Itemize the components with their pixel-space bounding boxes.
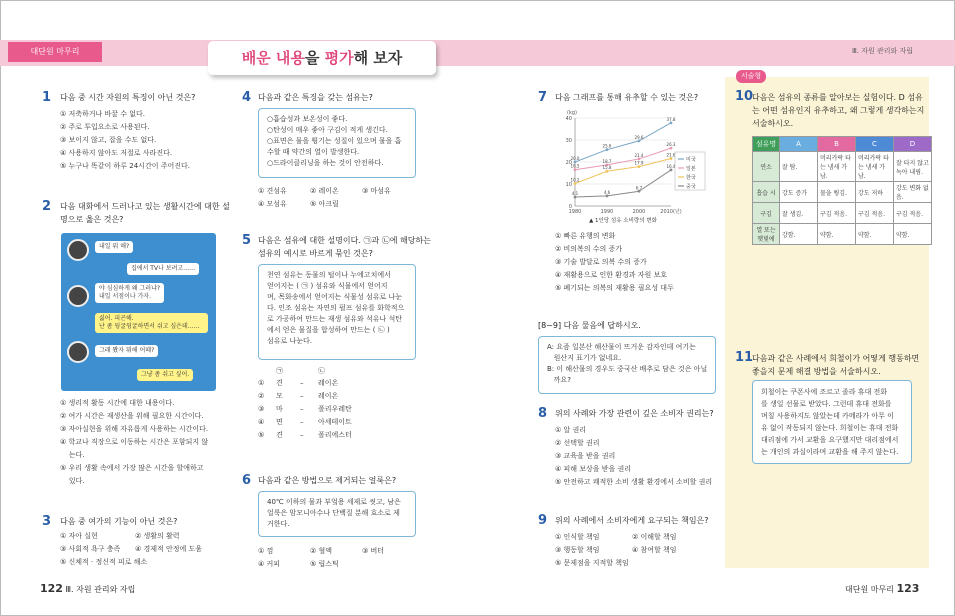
data-label: 17.9 [634, 160, 644, 166]
line-chart [553, 106, 708, 226]
q5-dash: – [300, 405, 304, 413]
q6-option: ⑤ 립스틱 [310, 560, 339, 568]
q3-text: 다음 중 여가의 기능이 아닌 것은? [60, 517, 178, 526]
section-label: Ⅲ. 자원 관리와 자립 [851, 47, 913, 55]
footer-right-text: 대단원 마무리 [845, 585, 894, 594]
data-label: 4.6 [603, 189, 611, 195]
q1-number: 1 [42, 90, 52, 105]
title-part-4: 해 보자 [353, 49, 403, 67]
footer-left [40, 582, 135, 595]
q7-option: ③ 기술 발달로 의복 수의 증가 [555, 258, 647, 266]
data-label: 10.2 [570, 177, 580, 183]
q3-option: ③ 사회적 욕구 충족 [60, 545, 121, 553]
q8-option: ⑤ 안전하고 쾌적한 소비 생활 환경에서 소비할 권리 [555, 478, 713, 486]
table-header: A [780, 137, 818, 152]
table-cell: 연소 [753, 152, 780, 182]
q9-option: ③ 행동할 책임 [555, 546, 600, 554]
q5-option-number: ④ [258, 418, 265, 426]
chat-line: 내일 서점이나 가자. [99, 293, 152, 300]
table-cell: 강함. [780, 224, 818, 245]
q4-box-line: ○드라이클리닝을 하는 것이 안전하다. [267, 159, 384, 167]
table-cell: 강도 변화 없음. [894, 182, 932, 203]
q5-box-line: 로 가공하여 만드는 재생 섬유와 석유나 석탄 [267, 315, 403, 323]
q8-option: ④ 피해 보상을 받을 권리 [555, 465, 632, 473]
q5-box-line: 다. 인조 섬유는 자연의 펄프 섬유를 화학적으 [267, 304, 405, 312]
q4-option: ① 견섬유 [258, 187, 287, 195]
page-number-left: 122 [40, 582, 63, 595]
q89-box-line: 원산지 표기가 없네요. [547, 354, 622, 362]
q5-box-line: 천연 섬유는 동물의 털이나 누에고치에서 [267, 271, 391, 279]
y-tick-label: 0 [568, 204, 572, 210]
q6-number: 6 [242, 473, 252, 488]
q2-text-1: 다음 대화에서 드러나고 있는 생활시간에 대한 설 [60, 202, 230, 211]
data-label: 16.5 [570, 163, 580, 169]
q6-option: ③ 버터 [362, 547, 385, 555]
q6-box-line: 거한다. [267, 520, 290, 528]
table-cell: 잘 타지 않고 녹아 내림. [894, 152, 932, 182]
q3-number: 3 [42, 514, 52, 529]
q11-number: 11 [735, 350, 754, 365]
q6-option: ② 혈액 [310, 547, 333, 555]
chat-image [61, 233, 216, 391]
data-point [606, 170, 609, 173]
series-line-일본 [575, 148, 671, 170]
group-8-9-label: [8~9] 다음 물음에 답하시오. [538, 321, 641, 330]
data-label: 6.7 [635, 185, 643, 191]
q9-option: ⑤ 문제점을 지적할 책임 [555, 559, 629, 567]
q5-option-b: 레이온 [318, 379, 339, 387]
data-label: 25.6 [602, 143, 612, 149]
legend-label: 한국 [686, 175, 696, 181]
data-point [638, 165, 641, 168]
data-label: 20.0 [570, 156, 580, 161]
table-cell: 잘 탐. [780, 152, 818, 182]
q5-dash: – [300, 392, 304, 400]
q5-box-line: 며, 목화송에서 얻어지는 식물성 섬유로 나눈 [267, 293, 403, 301]
q11-box-line: 며칠 사용하지도 않았는데 카메라가 아무 이 [761, 412, 894, 420]
q5-option-number: ③ [258, 405, 265, 413]
q3-option: ① 자아 실현 [60, 532, 98, 540]
q1-option: ③ 보이지 않고, 잡을 수도 없다. [60, 136, 157, 144]
q11-box [752, 380, 912, 464]
q7-text: 다음 그래프를 통해 유추할 수 있는 것은? [555, 93, 699, 102]
title-part-1: 배운 내용 [241, 49, 305, 67]
data-label: 21.6 [666, 152, 676, 158]
q4-option: ② 레이온 [310, 187, 339, 195]
table-cell: 약함. [856, 224, 894, 245]
footer-left-text: Ⅲ. 자원 관리와 자립 [65, 585, 136, 594]
chat-bubble [95, 283, 164, 303]
q11-box-line: 는 개인의 과실이라며 교환을 해 주지 않는다. [761, 448, 899, 456]
legend-label: 미국 [686, 157, 696, 163]
q5-dash: – [300, 431, 304, 439]
table-cell: 흡습 시 [753, 182, 780, 203]
q9-number: 9 [538, 513, 548, 528]
q6-option: ④ 커피 [258, 560, 281, 568]
x-tick-label: 1980 [568, 209, 582, 215]
q5-text-2: 섬유의 예시로 바르게 묶인 것은? [258, 249, 373, 258]
q8-9-box [538, 336, 716, 394]
table-cell: 열 또는 햇빛에 [753, 224, 780, 245]
q4-text: 다음과 같은 특징을 갖는 섬유는? [258, 93, 373, 102]
chart-title: ▲ 1인당 섬유 소비량의 변화 [589, 218, 657, 224]
q1-text: 다음 중 시간 자원의 특징이 아닌 것은? [60, 93, 196, 102]
avatar [67, 239, 89, 261]
q5-option-a: 모 [276, 392, 283, 400]
chat-bubble: 그냥 좀 쉬고 싶어. [137, 369, 193, 381]
data-label: 16.4 [666, 163, 676, 169]
q4-number: 4 [242, 90, 252, 105]
q10-text [752, 91, 924, 130]
y-tick-label: 30 [565, 138, 572, 144]
q89-box-line: B: 이 해산물의 경우도 중국산 배추로 담은 것은 아닐 [547, 365, 708, 373]
y-tick-label: 10 [565, 182, 572, 188]
q5-option-b: 폴리에스터 [318, 431, 352, 439]
essay-badge: 서술형 [736, 70, 766, 83]
q2-option: ⑤ 우리 생활 속에서 가장 많은 시간을 할애하고 [60, 464, 204, 472]
q2-option: 는다. [60, 451, 85, 459]
q5-box-line: 에서 얻은 물질을 합성하여 만드는 ( ㉡ ) [267, 326, 390, 334]
q11-box-line: 유 없이 작동되지 않는다. 희철이는 휴대 전화 [761, 424, 899, 432]
table-header: C [856, 137, 894, 152]
data-label: 37.8 [666, 116, 676, 122]
q5-option-a: 마 [276, 405, 283, 413]
q4-option: ③ 마섬유 [362, 187, 391, 195]
q5-dash: – [300, 379, 304, 387]
q2-option: 있다. [60, 477, 85, 485]
q2-option: ① 생리적 활동 시간에 대한 내용이다. [60, 399, 175, 407]
q11-box-line: 를 생일 선물로 받았다. 그런데 휴대 전화를 [761, 400, 892, 408]
table-header: 섬유명 [753, 137, 780, 152]
q6-box [258, 491, 416, 537]
q89-box-line: A: 요즘 일본산 해산물이 뜨거운 감자인데 여기는 [547, 343, 696, 351]
q5-option-b: 폴리우레탄 [318, 405, 352, 413]
q3-option: ⑤ 신체적 · 정신적 피로 해소 [60, 558, 148, 566]
table-cell: 구김 적음. [856, 203, 894, 224]
q9-option: ④ 참여할 책임 [632, 546, 677, 554]
q7-number: 7 [538, 90, 548, 105]
q5-dash: – [300, 418, 304, 426]
q11-box-line: 희철이는 쿠폰사에 조르고 졸라 휴대 전화 [761, 388, 888, 396]
q5-option-number: ⑤ [258, 431, 265, 439]
avatar [67, 285, 89, 307]
q5-option-a: 면 [276, 418, 283, 426]
table-header: B [818, 137, 856, 152]
x-tick-label: 2000 [632, 209, 646, 215]
header-band [0, 40, 955, 66]
y-tick-label: 20 [565, 160, 572, 166]
q1-option: ② 주로 투입요소로 사용된다. [60, 123, 150, 131]
table-cell: 구김 [753, 203, 780, 224]
q5-box-line: 얻어지는 ( ㉠ ) 섬유와 식물에서 얻어지 [267, 282, 388, 290]
q8-text: 위의 사례와 가장 관련이 깊은 소비자 권리는? [555, 409, 714, 418]
q9-option: ① 인식할 책임 [555, 533, 600, 541]
q8-option: ① 알 권리 [555, 426, 587, 434]
q9-option: ② 이해할 책임 [632, 533, 677, 541]
q7-option: ④ 재활용으로 인한 환경과 자원 보호 [555, 271, 668, 279]
chat-bubble: 내일 뭐 해? [95, 241, 133, 253]
table-cell: 머리카락 타는 냄새 가 남. [856, 152, 894, 182]
table-row [753, 152, 932, 182]
table-cell: 물을 튕김. [818, 182, 856, 203]
title-part-2: 을 [304, 49, 325, 67]
data-point [670, 121, 673, 124]
q8-option: ③ 교육을 받을 권리 [555, 452, 616, 460]
table-row [753, 182, 932, 203]
q5-col-b: ㉡ [318, 367, 325, 375]
y-tick-label: 40 [565, 116, 572, 122]
table-cell: 구김 적음. [818, 203, 856, 224]
y-axis-label: (kg) [567, 110, 577, 116]
chat-line: 야 심심하게 왜 그러냐? [99, 285, 161, 292]
table-row [753, 203, 932, 224]
q6-box-line: 얼룩은 암모니아수나 단백질 분해 효소로 제 [267, 509, 400, 517]
q2-text-2: 명으로 옳은 것은? [60, 215, 124, 224]
q4-option: ④ 모섬유 [258, 200, 287, 208]
q10-number: 10 [735, 89, 754, 104]
table-cell: 약함. [894, 224, 932, 245]
q7-option: ② 비의복의 수의 증가 [555, 245, 623, 253]
q11-text [752, 352, 919, 378]
data-point [638, 190, 641, 193]
title-part-3: 평가 [324, 49, 354, 67]
q2-option: ② 여가 시간은 재생산을 위해 필요한 시간이다. [60, 412, 204, 420]
q4-box-line: ○탄성이 매우 좋아 구김이 적게 생긴다. [267, 126, 388, 134]
q5-option-number: ② [258, 392, 265, 400]
q5-box [258, 264, 416, 360]
q2-option: ④ 학교나 직장으로 이동하는 시간은 포함되지 않 [60, 438, 209, 446]
q7-option: ⑤ 폐기되는 의복의 재활용 필요성 대두 [555, 284, 674, 292]
table-cell: 구김 적음. [894, 203, 932, 224]
q3-option: ② 생활의 활력 [135, 532, 180, 540]
page-number-right: 123 [896, 582, 920, 595]
q7-option: ① 빠른 유행의 변화 [555, 232, 616, 240]
q6-box-line: 40℃ 이하의 물과 부엌용 세제로 씻고, 남은 [267, 498, 401, 506]
q4-box-line: ○표면은 물을 튕기는 성질이 있으며 물을 흡 [267, 137, 402, 145]
legend-label: 일본 [686, 166, 696, 172]
q1-option: ⑤ 누구나 똑같이 하루 24시간이 주어진다. [60, 162, 190, 170]
table-cell: 강도 저하 [856, 182, 894, 203]
q5-option-b: 아세테이트 [318, 418, 352, 426]
q4-box [258, 108, 416, 178]
data-label: 18.7 [602, 158, 612, 164]
q5-option-a: 견 [276, 379, 283, 387]
data-point [574, 168, 577, 171]
q5-box-line: 섬유로 나눈다. [267, 337, 313, 345]
q5-col-a: ㉠ [276, 367, 283, 375]
page-title [208, 41, 436, 75]
q11-box-line: 대리점에 가서 교환을 요구했지만 대리점에서 [761, 436, 899, 444]
data-point [670, 147, 673, 150]
x-tick-label: 2010(년) [660, 209, 682, 215]
q9-text: 위의 사례에서 소비자에게 요구되는 책임은? [555, 516, 709, 525]
q6-option: ① 껌 [258, 547, 274, 555]
chat-bubble: 그래 봤자 뭐해 어때? [95, 345, 158, 357]
table-cell: 강도 증가 [780, 182, 818, 203]
q5-number: 5 [242, 233, 252, 248]
data-label: 29.6 [634, 134, 644, 140]
table-row [753, 224, 932, 245]
q1-option: ④ 사용하지 않아도 저절로 사라진다. [60, 149, 173, 157]
chat-bubble [95, 313, 208, 333]
data-point [606, 148, 609, 151]
data-point [670, 157, 673, 160]
series-line-미국 [575, 123, 671, 162]
table-cell: 머리카락 타는 냄새 가 남. [818, 152, 856, 182]
data-point [670, 169, 673, 172]
q5-option-a: 견 [276, 431, 283, 439]
data-point [574, 196, 577, 199]
legend-label: 중국 [686, 184, 696, 190]
q11-line: 다음과 같은 사례에서 희철이가 어떻게 행동하면 [752, 354, 920, 363]
chat-line: 싫어. 피곤해. [99, 315, 134, 322]
avatar [67, 341, 89, 363]
table-cell: 약함. [818, 224, 856, 245]
q10-line: 서술하시오. [752, 119, 794, 128]
data-point [574, 182, 577, 185]
q5-option-b: 레이온 [318, 392, 339, 400]
table-header: D [894, 137, 932, 152]
q11-line: 좋을지 문제 해결 방법을 서술하시오. [752, 367, 881, 376]
q4-option: ⑤ 아크릴 [310, 200, 339, 208]
data-label: 21.4 [634, 152, 644, 158]
data-label: 26.3 [666, 142, 676, 148]
q3-option: ④ 경제적 안정에 도움 [135, 545, 203, 553]
fiber-test-table [752, 136, 932, 245]
q10-line: 는 어떤 섬유인지 유추하고, 왜 그렇게 생각하는지 [752, 106, 925, 115]
q1-option: ① 저축하거나 바꿀 수 없다. [60, 110, 146, 118]
data-point [606, 194, 609, 197]
q5-option-number: ① [258, 379, 265, 387]
q2-option: ③ 자아실현을 위해 자유롭게 사용하는 시간이다. [60, 425, 209, 433]
data-label: 4.1 [571, 190, 579, 196]
q5-text-1: 다음은 섬유에 대한 설명이다. ㉠과 ㉡에 해당하는 [258, 236, 431, 245]
q2-number: 2 [42, 199, 52, 214]
q4-box-line: 수할 때 약간의 열이 발생한다. [267, 148, 360, 156]
q10-line: 다음은 섬유의 종류를 알아보는 실험이다. D 섬유 [752, 93, 923, 102]
q8-number: 8 [538, 406, 548, 421]
q6-text: 다음과 같은 방법으로 제거되는 얼룩은? [258, 476, 397, 485]
footer-right [845, 582, 919, 595]
chat-line: 난 좀 뒹굴뒹굴하면서 쉬고 싶은데…… [99, 323, 200, 330]
data-label: 15.8 [602, 165, 612, 171]
x-tick-label: 1990 [600, 209, 614, 215]
unit-tag: 대단원 마무리 [8, 42, 102, 62]
series-line-중국 [575, 170, 671, 197]
q89-box-line: 까요? [547, 376, 571, 384]
q4-box-line: ○흡습성과 보온성이 좋다. [267, 115, 348, 123]
chat-bubble: 집에서 TV나 보려고…… [127, 263, 199, 275]
table-cell: 잘 생김. [780, 203, 818, 224]
q8-option: ② 선택할 권리 [555, 439, 600, 447]
data-point [638, 139, 641, 142]
